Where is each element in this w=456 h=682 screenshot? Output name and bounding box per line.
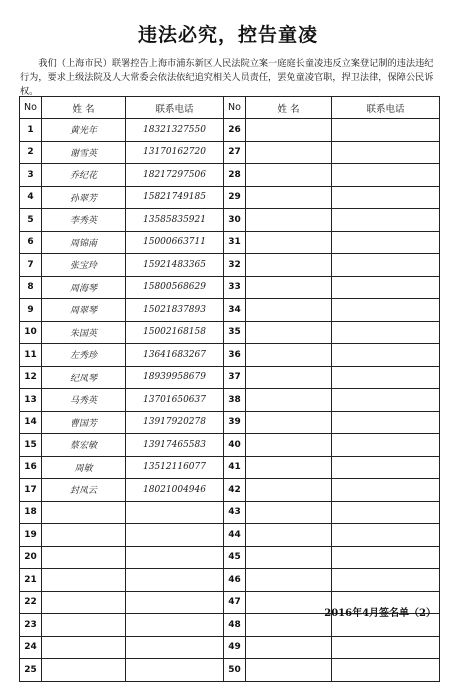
phone-number	[332, 636, 440, 659]
signature-name	[42, 659, 126, 682]
phone-number	[332, 524, 440, 547]
row-number: 48	[224, 614, 246, 637]
table-row	[20, 366, 440, 389]
phone-number: 18939958679	[126, 366, 224, 389]
signature-name	[246, 141, 332, 164]
phone-number	[332, 321, 440, 344]
row-number: 45	[224, 546, 246, 569]
phone-number: 15800568629	[126, 276, 224, 299]
phone-number	[126, 659, 224, 682]
row-number: 30	[224, 209, 246, 232]
row-number: 6	[20, 231, 42, 254]
signature-name	[42, 591, 126, 614]
signature-name: 乔纪花	[42, 164, 126, 187]
signature-name: 曹国芳	[42, 411, 126, 434]
phone-number	[332, 186, 440, 209]
phone-number	[126, 501, 224, 524]
signature-name	[246, 614, 332, 637]
signature-name: 封凤云	[42, 479, 126, 502]
row-number: 47	[224, 591, 246, 614]
table-row	[20, 659, 440, 682]
header-no-right: No	[224, 97, 246, 119]
row-number: 13	[20, 389, 42, 412]
table-row	[20, 119, 440, 142]
signature-name	[42, 636, 126, 659]
phone-number	[332, 479, 440, 502]
signature-name	[246, 546, 332, 569]
row-number: 7	[20, 254, 42, 277]
table-row	[20, 254, 440, 277]
signature-name	[42, 524, 126, 547]
table-row	[20, 299, 440, 322]
row-number: 15	[20, 434, 42, 457]
table-row	[20, 321, 440, 344]
row-number: 31	[224, 231, 246, 254]
phone-number	[126, 569, 224, 592]
phone-number	[126, 614, 224, 637]
phone-number: 13917465583	[126, 434, 224, 457]
phone-number: 15821749185	[126, 186, 224, 209]
row-number: 33	[224, 276, 246, 299]
table-row	[20, 231, 440, 254]
phone-number	[332, 659, 440, 682]
phone-number	[332, 254, 440, 277]
table-row	[20, 501, 440, 524]
row-number: 26	[224, 119, 246, 142]
table-row	[20, 546, 440, 569]
row-number: 23	[20, 614, 42, 637]
row-number: 17	[20, 479, 42, 502]
signature-table	[19, 96, 440, 682]
row-number: 42	[224, 479, 246, 502]
row-number: 12	[20, 366, 42, 389]
phone-number: 13170162720	[126, 141, 224, 164]
phone-number: 13512116077	[126, 456, 224, 479]
row-number: 11	[20, 344, 42, 367]
signature-name	[246, 501, 332, 524]
page-title: 违法必究，控告童凌	[137, 24, 318, 46]
header-phone-left: 联系电话	[126, 97, 224, 119]
signature-name	[42, 546, 126, 569]
phone-number	[332, 299, 440, 322]
signature-name	[246, 434, 332, 457]
row-number: 25	[20, 659, 42, 682]
signature-name: 谢雪英	[42, 141, 126, 164]
header-no-left: No	[20, 97, 42, 119]
signature-name	[246, 524, 332, 547]
phone-number: 13585835921	[126, 209, 224, 232]
row-number: 50	[224, 659, 246, 682]
table-row	[20, 456, 440, 479]
signature-name	[246, 186, 332, 209]
signature-name	[246, 231, 332, 254]
signature-name	[246, 321, 332, 344]
table-header-row	[20, 97, 440, 119]
signature-name: 纪凤琴	[42, 366, 126, 389]
row-number: 10	[20, 321, 42, 344]
phone-number	[332, 366, 440, 389]
phone-number	[332, 501, 440, 524]
table-row	[20, 434, 440, 457]
phone-number: 15002168158	[126, 321, 224, 344]
phone-number: 18321327550	[126, 119, 224, 142]
signature-name	[246, 456, 332, 479]
table-row	[20, 141, 440, 164]
row-number: 36	[224, 344, 246, 367]
signature-name: 周锦南	[42, 231, 126, 254]
phone-number: 15921483365	[126, 254, 224, 277]
phone-number	[332, 209, 440, 232]
signature-name	[246, 164, 332, 187]
table-row	[20, 569, 440, 592]
signature-name	[246, 366, 332, 389]
signature-name: 朱国英	[42, 321, 126, 344]
row-number: 28	[224, 164, 246, 187]
signature-name	[246, 569, 332, 592]
phone-number: 15000663711	[126, 231, 224, 254]
row-number: 16	[20, 456, 42, 479]
row-number: 1	[20, 119, 42, 142]
phone-number: 18021004946	[126, 479, 224, 502]
row-number: 5	[20, 209, 42, 232]
row-number: 18	[20, 501, 42, 524]
row-number: 44	[224, 524, 246, 547]
phone-number	[332, 119, 440, 142]
table-row	[20, 164, 440, 187]
row-number: 2	[20, 141, 42, 164]
signature-name	[246, 389, 332, 412]
phone-number	[126, 591, 224, 614]
signature-name	[42, 614, 126, 637]
signature-name	[246, 209, 332, 232]
row-number: 20	[20, 546, 42, 569]
signature-name	[246, 119, 332, 142]
phone-number	[332, 276, 440, 299]
signature-name: 周海琴	[42, 276, 126, 299]
phone-number	[126, 524, 224, 547]
row-number: 38	[224, 389, 246, 412]
table-row	[20, 636, 440, 659]
phone-number	[126, 636, 224, 659]
row-number: 19	[20, 524, 42, 547]
signature-name: 左秀珍	[42, 344, 126, 367]
signature-name	[246, 344, 332, 367]
header-name-right: 姓 名	[246, 97, 332, 119]
signature-name	[246, 479, 332, 502]
signature-name: 蔡宏敏	[42, 434, 126, 457]
sheet-footer: 2016年4月签名单（2）	[324, 608, 436, 619]
row-number: 37	[224, 366, 246, 389]
row-number: 9	[20, 299, 42, 322]
signature-name: 孙翠芳	[42, 186, 126, 209]
row-number: 39	[224, 411, 246, 434]
phone-number	[332, 164, 440, 187]
table-row	[20, 209, 440, 232]
phone-number: 13917920278	[126, 411, 224, 434]
signature-name	[246, 659, 332, 682]
row-number: 27	[224, 141, 246, 164]
header-phone-right: 联系电话	[332, 97, 440, 119]
row-number: 34	[224, 299, 246, 322]
phone-number	[332, 344, 440, 367]
row-number: 8	[20, 276, 42, 299]
signature-name: 李秀英	[42, 209, 126, 232]
signature-name	[42, 501, 126, 524]
table-row	[20, 411, 440, 434]
table-row	[20, 186, 440, 209]
signature-name	[246, 636, 332, 659]
table-row	[20, 479, 440, 502]
phone-number: 18217297506	[126, 164, 224, 187]
row-number: 14	[20, 411, 42, 434]
phone-number	[332, 456, 440, 479]
row-number: 3	[20, 164, 42, 187]
phone-number	[332, 434, 440, 457]
row-number: 29	[224, 186, 246, 209]
signature-name	[246, 276, 332, 299]
signature-name	[246, 591, 332, 614]
row-number: 21	[20, 569, 42, 592]
signature-name	[246, 254, 332, 277]
row-number: 40	[224, 434, 246, 457]
row-number: 32	[224, 254, 246, 277]
signature-name	[246, 411, 332, 434]
row-number: 41	[224, 456, 246, 479]
row-number: 49	[224, 636, 246, 659]
phone-number	[126, 546, 224, 569]
signature-name: 周敏	[42, 456, 126, 479]
row-number: 35	[224, 321, 246, 344]
phone-number: 13701650637	[126, 389, 224, 412]
row-number: 24	[20, 636, 42, 659]
signature-name: 黄光年	[42, 119, 126, 142]
row-number: 43	[224, 501, 246, 524]
phone-number	[332, 389, 440, 412]
table-row	[20, 389, 440, 412]
phone-number	[332, 141, 440, 164]
phone-number	[332, 231, 440, 254]
row-number: 4	[20, 186, 42, 209]
row-number: 22	[20, 591, 42, 614]
petition-statement: 我们（上海市民）联署控告上海市浦东新区人民法院立案一庭庭长童凌违反立案登记制的违法违纪行为，要求上级法院及人大常委会依法依纪追究相关人员责任，罢免童凌官职，捍卫法律，保障公民诉权。	[20, 58, 434, 97]
phone-number	[332, 546, 440, 569]
table-row	[20, 344, 440, 367]
signature-name: 马秀英	[42, 389, 126, 412]
signature-name: 周翠琴	[42, 299, 126, 322]
signature-name	[246, 299, 332, 322]
signature-name	[42, 569, 126, 592]
row-number: 46	[224, 569, 246, 592]
header-name-left: 姓 名	[42, 97, 126, 119]
phone-number	[332, 411, 440, 434]
phone-number: 15021837893	[126, 299, 224, 322]
table-row	[20, 276, 440, 299]
table-row	[20, 524, 440, 547]
phone-number: 13641683267	[126, 344, 224, 367]
phone-number	[332, 569, 440, 592]
signature-name: 张宝玲	[42, 254, 126, 277]
